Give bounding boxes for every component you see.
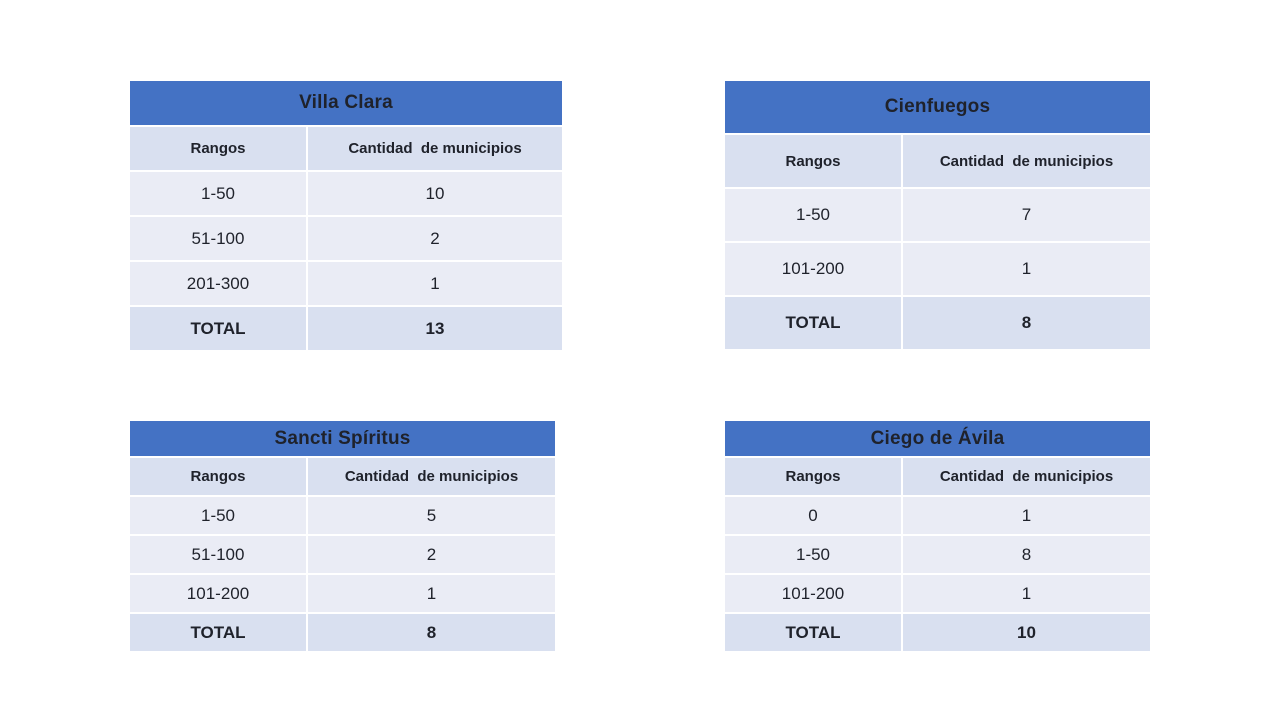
table-sancti-spiritus (130, 421, 555, 651)
table-row (725, 575, 1150, 612)
cell-cantidad: 10 (308, 172, 562, 215)
total-value-cell: 8 (308, 614, 555, 651)
cell-rango: 1-50 (130, 172, 306, 215)
cell-rango: 0 (725, 497, 901, 534)
total-label-cell: TOTAL (725, 614, 901, 651)
cell-rango: 101-200 (725, 243, 901, 295)
total-value-cell: 10 (903, 614, 1150, 651)
table-header-row (130, 458, 555, 495)
table-ciego-de-avila (725, 421, 1150, 651)
table-villa-clara (130, 81, 562, 350)
table-row (130, 497, 555, 534)
table-cienfuegos (725, 81, 1150, 349)
table-total-row (130, 614, 555, 651)
total-label-cell: TOTAL (725, 297, 901, 349)
cell-cantidad: 8 (903, 536, 1150, 573)
cell-rango: 101-200 (130, 575, 306, 612)
column-header-rangos: Rangos (130, 458, 306, 495)
table-row (130, 172, 562, 215)
cell-cantidad: 1 (903, 497, 1150, 534)
total-label-cell: TOTAL (130, 307, 306, 350)
table-total-row (725, 614, 1150, 651)
table-row (725, 497, 1150, 534)
table-row (130, 262, 562, 305)
table-row (725, 243, 1150, 295)
cell-cantidad: 1 (903, 243, 1150, 295)
cell-cantidad: 2 (308, 536, 555, 573)
table-row (725, 189, 1150, 241)
cell-rango: 1-50 (130, 497, 306, 534)
cell-cantidad: 5 (308, 497, 555, 534)
cell-cantidad: 1 (903, 575, 1150, 612)
column-header-rangos: Rangos (130, 127, 306, 170)
table-title: Ciego de Ávila (725, 421, 1150, 456)
cell-rango: 101-200 (725, 575, 901, 612)
table-title: Villa Clara (130, 81, 562, 125)
total-value-cell: 13 (308, 307, 562, 350)
table-header-row (725, 458, 1150, 495)
cell-rango: 1-50 (725, 189, 901, 241)
cell-cantidad: 7 (903, 189, 1150, 241)
cell-rango: 51-100 (130, 217, 306, 260)
cell-rango: 201-300 (130, 262, 306, 305)
total-label-cell: TOTAL (130, 614, 306, 651)
table-header-row (725, 135, 1150, 187)
column-header-cantidad: Cantidad de municipios (308, 127, 562, 170)
column-header-rangos: Rangos (725, 458, 901, 495)
table-total-row (725, 297, 1150, 349)
column-header-rangos: Rangos (725, 135, 901, 187)
column-header-cantidad: Cantidad de municipios (903, 135, 1150, 187)
cell-cantidad: 1 (308, 575, 555, 612)
cell-cantidad: 1 (308, 262, 562, 305)
total-value-cell: 8 (903, 297, 1150, 349)
table-title: Sancti Spíritus (130, 421, 555, 456)
column-header-cantidad: Cantidad de municipios (903, 458, 1150, 495)
table-row (130, 536, 555, 573)
table-header-row (130, 127, 562, 170)
table-row (130, 575, 555, 612)
table-total-row (130, 307, 562, 350)
cell-rango: 51-100 (130, 536, 306, 573)
table-row (130, 217, 562, 260)
cell-cantidad: 2 (308, 217, 562, 260)
column-header-cantidad: Cantidad de municipios (308, 458, 555, 495)
table-row (725, 536, 1150, 573)
cell-rango: 1-50 (725, 536, 901, 573)
table-title: Cienfuegos (725, 81, 1150, 133)
